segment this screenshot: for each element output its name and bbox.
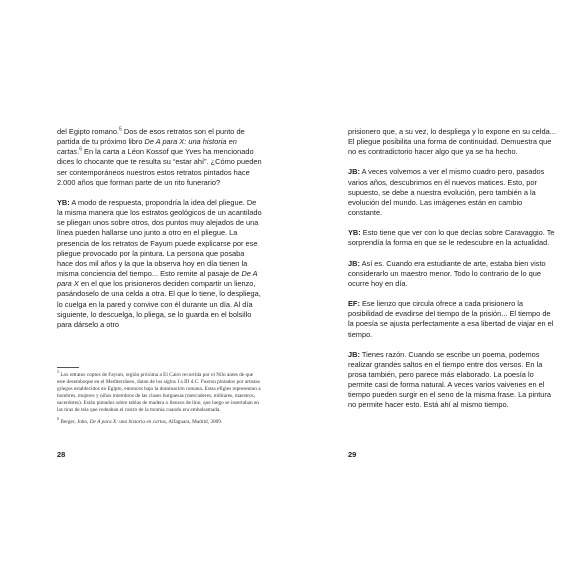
footnote-marker: 6 xyxy=(57,415,59,421)
text-run: en el que los prisioneros deciden compartir un lienzo, pasándoselo de una celda a otra. El que lo tiene, lo despliega, lo cuelga en la pared y convive con él durante un día. Al día siguiente, lo descuelga, lo pliega, se lo guarda en el bolsillo para dárselo a otro xyxy=(57,279,261,329)
page-number-right: 29 xyxy=(348,450,357,459)
text-run: prisionero que, a su vez, lo despliega y lo expone en su celda... El pliegue posibilita una forma de continuidad. Demuestra que no es contradictorio hacer algo que ya se ha hecho. xyxy=(348,127,556,157)
italic-title: De A para X: una historia en cartas xyxy=(57,137,237,157)
text-run: A veces volvemos a ver el mismo cuadro pero, pasados varios años, descubrimos en él nuevos matices. Esto, por supuesto, se debe a nuestra evolución, pero también a la evolución del mundo. Las imágenes están en cambio constante. xyxy=(348,167,545,218)
footnote-divider xyxy=(57,367,79,368)
footnote-ref: 5 xyxy=(119,126,122,133)
right-page xyxy=(285,0,570,570)
dialogue-paragraph xyxy=(57,127,262,188)
text-run: Dos de esos retratos son el punto de partida de tu próximo libro xyxy=(57,127,245,147)
footnote xyxy=(57,369,262,415)
right-body-text xyxy=(348,127,558,411)
speaker-label: YB: xyxy=(57,197,70,207)
footnote-ref: 6 xyxy=(79,146,82,153)
dialogue-paragraph xyxy=(348,350,558,411)
text-run: A modo de respuesta, propondría la idea del pliegue. De la misma manera que los estratos geológicos de un acantilado se pliegan unos sobre otros, dos puntos muy alejados de una línea pueden hallarse uno junto a otro en el pliegue. La presencia de los retratos de Fayum puede explicarse por ese pliegue provocado por la pintura. La persona que posaba hace dos mil años y la que la observa hoy en día tienen la misma conciencia del tiempo... Esto remite al pasaje de xyxy=(57,197,262,279)
dialogue-paragraph xyxy=(348,167,558,218)
text-run: , Alfaguara, Madrid, 2009. xyxy=(165,418,223,425)
text-run: . xyxy=(77,147,80,157)
text-run: Esto tiene que ver con lo que decías sobre Caravaggio. Te sorprendía la forma en que se le redescubre en la actualidad. xyxy=(348,228,555,248)
text-run: Tienes razón. Cuando se escribe un poema, podemos realizar grandes saltos en el tiempo entre dos versos. En la prosa también, pero parece más elaborado. La poesía lo permite casi de forma natural. A veces varios vaivenes en el tiempo pueden surgir en el seno de la misma frase. La pintura no permite hacer esto. Está ahí al mismo tiempo. xyxy=(348,349,551,410)
speaker-label: EF: xyxy=(348,299,360,309)
page-number-left: 28 xyxy=(57,450,66,459)
speaker-label: YB: xyxy=(348,228,361,238)
dialogue-paragraph xyxy=(57,198,262,330)
speaker-label: JB: xyxy=(348,349,360,359)
dialogue-paragraph xyxy=(348,228,558,248)
footnote-marker: 5 xyxy=(57,369,59,375)
text-run: Los retratos coptos de Fayum, región próxima a El Cairo recorrida por el Nilo antes de que este desemboque en el Mediterráneo, datan de los siglos I a III d.C. Fueron pintados por artistas griegos establecidos en Egipto, entonces bajo la dominación romana. Estas efigies representan a hombres, mujeres y niños miembros de las clases burguesas (mercaderes, militares, maestros, sacerdotes). Están pintados sobre tablas de madera o lienzos de lino, que luego se insertaban en las tiras de tela que rodeaban el rostro de la momia cuando era embalsamada. xyxy=(57,372,261,414)
text-run: En la carta a Léon Kossof que Yves ha mencionado dices lo chocante que te resulta su “estar ahí”. ¿Cómo pueden ser contemporáneos nuestros estos retratos pintados hace 2.000 años que forman parte de un rito funerario? xyxy=(57,147,262,187)
left-body-text xyxy=(57,127,262,330)
italic-title: De A para X: una historia en cartas xyxy=(89,418,166,425)
dialogue-paragraph xyxy=(348,299,558,340)
text-run: Así es. Cuando era estudiante de arte, estaba bien visto considerarlo un maestro menor. Todo lo contrario de lo que ocurre hoy en día. xyxy=(348,258,546,288)
dialogue-paragraph xyxy=(348,259,558,289)
italic-title: De A para X xyxy=(57,269,258,289)
footnote xyxy=(57,415,262,426)
footnotes xyxy=(57,369,262,430)
text-run: Ese lienzo que circula ofrece a cada prisionero la posibilidad de evadirse del tiempo de la prisión... El tiempo de la poesía se ajusta perfectamente a esa libertad de viajar en el tiempo. xyxy=(348,299,554,339)
dialogue-paragraph xyxy=(348,127,558,157)
text-run: Berger, John, xyxy=(59,418,90,425)
speaker-label: JB: xyxy=(348,167,360,177)
speaker-label: JB: xyxy=(348,258,360,268)
text-run: del Egipto romano. xyxy=(57,127,120,136)
